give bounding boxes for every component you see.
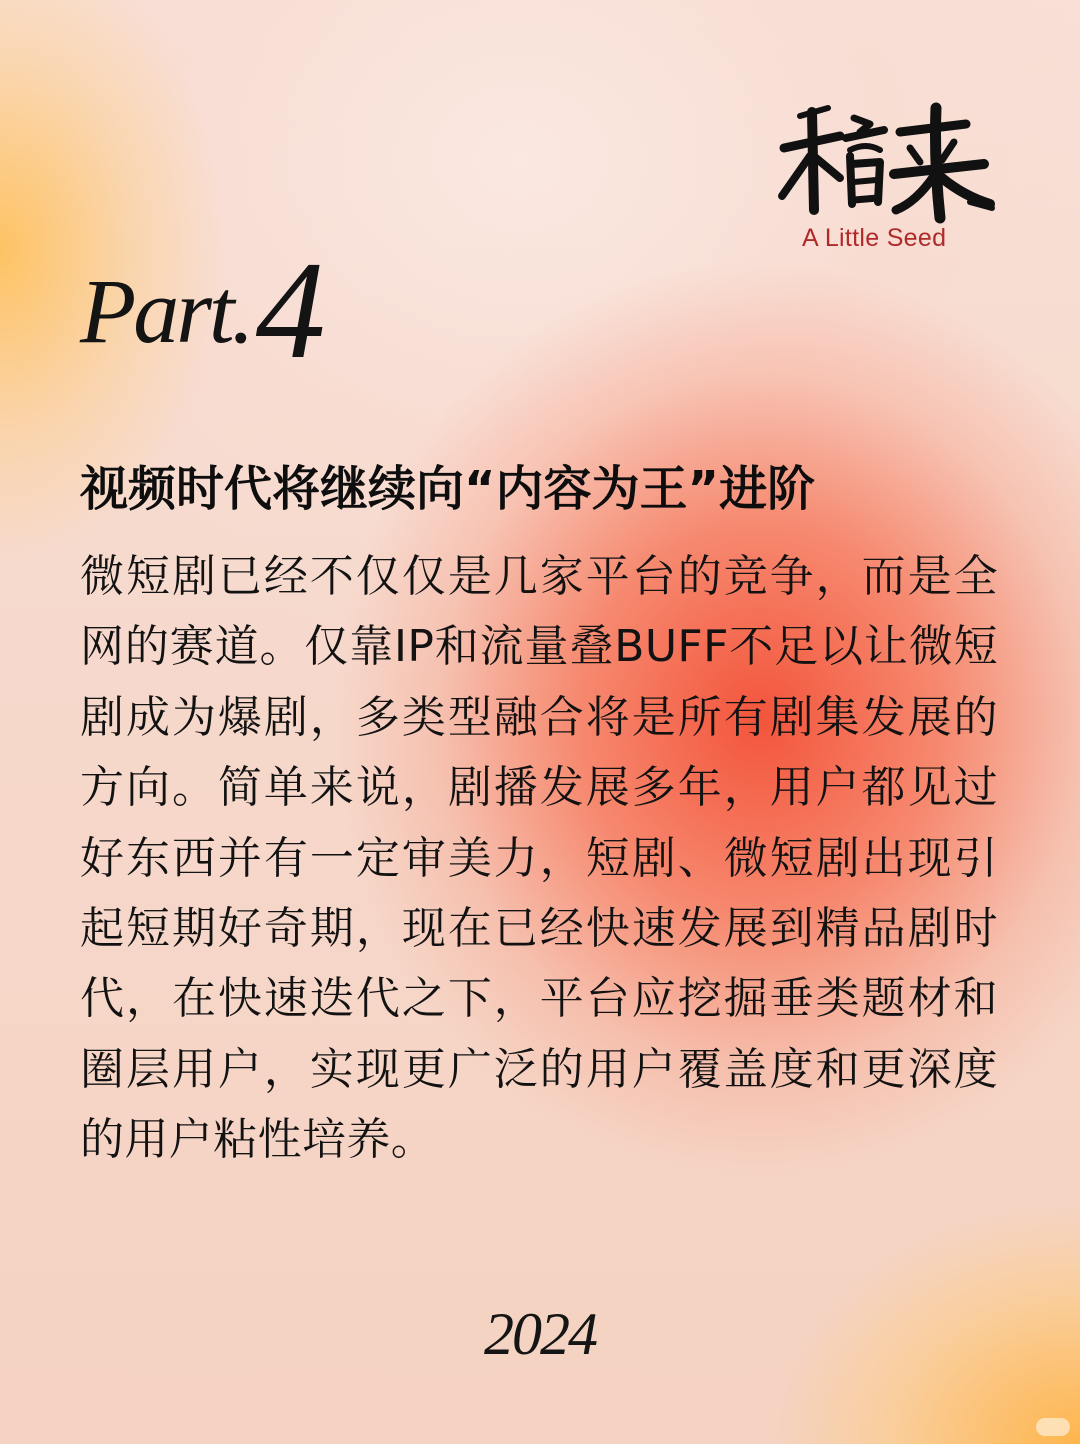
section-heading: 视频时代将继续向“内容为王”进阶 bbox=[80, 461, 816, 517]
part-number: 4 bbox=[255, 233, 326, 388]
corner-watermark bbox=[1036, 1418, 1070, 1436]
year-label: 2024 bbox=[484, 1301, 596, 1367]
part-title bbox=[80, 233, 326, 388]
body-paragraph: 微短剧已经不仅仅是几家平台的竞争，而是全网的赛道。仅靠IP和流量叠BUFF不足以让微短剧成为爆剧，多类型融合将是所有剧集发展的方向。简单来说，剧播发展多年，用户都见过好东西并有一定审美力，短剧、微短剧出现引起短期好奇期，现在已经快速发展到精品剧时代，在快速迭代之下，平台应挖掘垂类题材和圈层用户，实现更广泛的用户覆盖度和更深度的用户粘性培养。 bbox=[80, 551, 998, 1166]
part-label: Part. bbox=[80, 260, 252, 362]
brand-logo-english: A Little Seed bbox=[802, 224, 947, 252]
